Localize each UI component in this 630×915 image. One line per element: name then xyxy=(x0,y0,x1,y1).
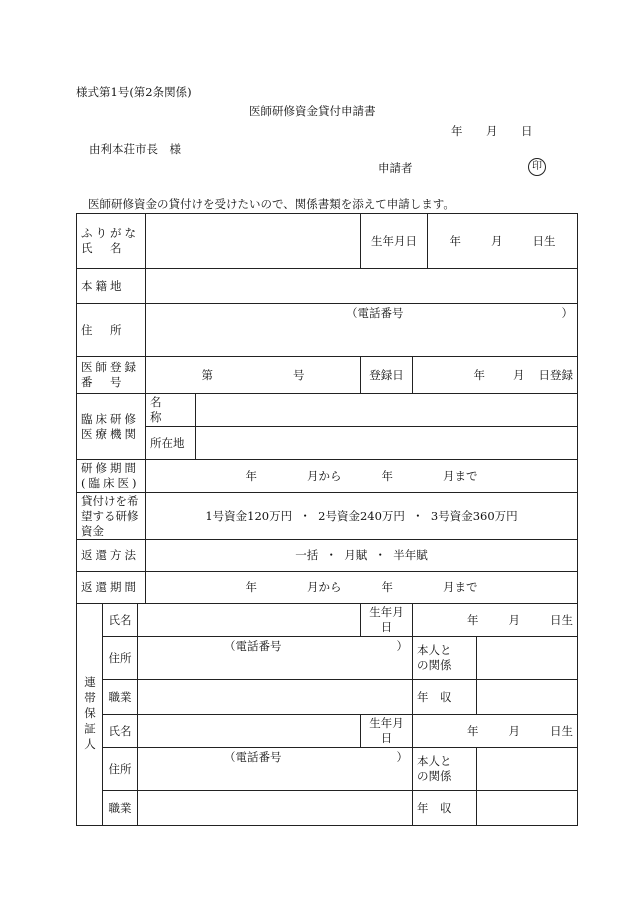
loan-label-1: 貸付けを希 xyxy=(81,493,139,508)
repay-method-label: 返還方法 xyxy=(77,540,146,572)
g1-phone-close: ） xyxy=(396,639,409,653)
g2-income-label: 年 収 xyxy=(413,791,477,826)
g1-birth-label: 生年月日 xyxy=(361,604,413,637)
g2-income-input[interactable] xyxy=(477,791,578,826)
repay-year-to: 年 xyxy=(381,580,394,594)
g2-job-label: 職業 xyxy=(103,791,138,826)
row-period xyxy=(77,460,578,493)
applicant-label: 申請者 xyxy=(378,161,413,175)
g1-month: 月 xyxy=(508,612,521,627)
separator: ・ xyxy=(299,508,311,523)
row-institution-location xyxy=(77,427,578,460)
g2-phone-open: （電話番号 xyxy=(224,750,282,764)
g2-name-label: 氏名 xyxy=(103,715,138,748)
row-repay-method xyxy=(77,540,578,572)
g2-birth-label: 生年月日 xyxy=(361,715,413,748)
loan-label-2: 望する研修 xyxy=(81,508,139,523)
row-guarantor2-name xyxy=(77,715,578,748)
license-number-field[interactable] xyxy=(146,357,361,394)
date-month: 月 xyxy=(486,124,498,138)
separator: ・ xyxy=(325,548,338,562)
phone-close: ） xyxy=(561,306,574,320)
repay-month-from: 月から xyxy=(307,580,342,594)
inst-location-label: 所在地 xyxy=(146,427,196,460)
birth-date-field[interactable] xyxy=(428,214,578,269)
reg-month: 月 xyxy=(513,367,525,382)
g1-income-input[interactable] xyxy=(477,680,578,715)
license-label-1: 医師登録 xyxy=(81,360,139,374)
inst-name-label: 名 称 xyxy=(146,394,196,427)
row-guarantor1-job xyxy=(77,680,578,715)
loan-option-3[interactable]: 3号資金360万円 xyxy=(430,508,518,523)
inst-location-input[interactable] xyxy=(196,427,578,460)
row-guarantor2-address xyxy=(77,748,578,791)
furigana-label: ふりがな xyxy=(81,226,139,240)
g1-address-label: 住所 xyxy=(103,637,138,680)
reg-day-suffix: 日登録 xyxy=(538,367,574,382)
g1-income-label: 年 収 xyxy=(413,680,477,715)
separator: ・ xyxy=(374,548,387,562)
period-label-2: (臨床医) xyxy=(81,476,140,490)
license-dai: 第 xyxy=(201,367,214,382)
repay-option-2[interactable]: 月賦 xyxy=(344,548,368,562)
g2-birth-field[interactable] xyxy=(413,715,578,748)
g1-address-input[interactable] xyxy=(138,637,413,680)
date-year: 年 xyxy=(451,124,463,138)
seal-mark: 印 xyxy=(528,158,546,176)
row-domicile xyxy=(77,269,578,304)
loan-options[interactable] xyxy=(146,493,578,540)
repay-year-from: 年 xyxy=(245,580,258,594)
period-label-1: 研修期間 xyxy=(81,461,139,475)
name-label: 氏 名 xyxy=(81,241,125,255)
license-label-cell xyxy=(77,357,146,394)
g1-name-input[interactable] xyxy=(138,604,361,637)
name-label-cell xyxy=(77,214,146,269)
row-guarantor2-job xyxy=(77,791,578,826)
period-year-from: 年 xyxy=(245,468,258,483)
g2-relation-label-cell xyxy=(413,748,477,791)
g2-day-suffix: 日生 xyxy=(550,723,574,738)
birth-day-suffix: 日生 xyxy=(532,233,556,248)
guarantor-label-cell xyxy=(77,604,103,826)
institution-label-cell xyxy=(77,394,146,460)
separator: ・ xyxy=(412,508,424,523)
guarantor-label: 連帯保証人 xyxy=(83,675,97,754)
address-label: 住 所 xyxy=(77,304,146,357)
institution-label-1: 臨床研修 xyxy=(81,411,139,426)
form-number: 様式第1号(第2条関係) xyxy=(76,85,192,99)
loan-label-3: 資金 xyxy=(81,523,104,538)
address-input[interactable] xyxy=(146,304,578,357)
domicile-label: 本籍地 xyxy=(77,269,146,304)
row-guarantor1-address xyxy=(77,637,578,680)
period-month-from: 月から xyxy=(307,468,342,483)
row-name xyxy=(77,214,578,269)
g1-name-label: 氏名 xyxy=(103,604,138,637)
application-table xyxy=(76,213,578,826)
repay-period-field[interactable] xyxy=(146,572,578,604)
institution-label-2: 医療機関 xyxy=(81,426,139,441)
repay-option-1[interactable]: 一括 xyxy=(295,548,319,562)
g1-relation-label-1: 本人と xyxy=(417,643,452,657)
g2-address-input[interactable] xyxy=(138,748,413,791)
g2-phone-close: ） xyxy=(396,750,409,764)
g1-relation-input[interactable] xyxy=(477,637,578,680)
period-year-to: 年 xyxy=(381,468,394,483)
license-label-2: 番 号 xyxy=(81,375,125,389)
g2-name-input[interactable] xyxy=(138,715,361,748)
g2-relation-label-2: の関係 xyxy=(417,769,452,783)
g1-year: 年 xyxy=(467,612,479,627)
birth-label: 生年月日 xyxy=(361,214,428,269)
g2-relation-input[interactable] xyxy=(477,748,578,791)
loan-option-1[interactable]: 1号資金120万円 xyxy=(205,508,293,523)
intro-text: 医師研修資金の貸付けを受けたいので、関係書類を添えて申請します。 xyxy=(88,197,455,211)
addressee: 由利本荘市長 様 xyxy=(89,142,181,156)
period-field[interactable] xyxy=(146,460,578,493)
reg-date-field[interactable] xyxy=(413,357,578,394)
loan-option-2[interactable]: 2号資金240万円 xyxy=(318,508,405,523)
g2-address-label: 住所 xyxy=(103,748,138,791)
g1-phone-open: （電話番号 xyxy=(224,639,282,653)
repay-period-label: 返還期間 xyxy=(77,572,146,604)
name-input[interactable] xyxy=(146,214,361,269)
row-license xyxy=(77,357,578,394)
g1-job-label: 職業 xyxy=(103,680,138,715)
period-label-cell xyxy=(77,460,146,493)
repay-month-to: 月まで xyxy=(443,580,478,594)
g1-birth-field[interactable] xyxy=(413,604,578,637)
row-institution-name xyxy=(77,394,578,427)
row-address xyxy=(77,304,578,357)
domicile-input[interactable] xyxy=(146,269,578,304)
license-go: 号 xyxy=(293,367,305,382)
inst-name-input[interactable] xyxy=(196,394,578,427)
g1-day-suffix: 日生 xyxy=(550,612,574,627)
phone-open: （電話番号 xyxy=(346,306,404,320)
g2-job-input[interactable] xyxy=(138,791,413,826)
birth-year: 年 xyxy=(449,233,462,248)
g1-job-input[interactable] xyxy=(138,680,413,715)
birth-month: 月 xyxy=(491,233,503,248)
loan-label-cell xyxy=(77,493,146,540)
g2-year: 年 xyxy=(467,723,479,738)
form-title: 医師研修資金貸付申請書 xyxy=(249,104,376,118)
reg-year: 年 xyxy=(473,367,486,382)
repay-option-3[interactable]: 半年賦 xyxy=(393,548,428,562)
g1-relation-label-2: の関係 xyxy=(417,658,452,672)
period-month-to: 月まで xyxy=(443,468,478,483)
row-repay-period xyxy=(77,572,578,604)
row-loan xyxy=(77,493,578,540)
repay-options[interactable] xyxy=(146,540,578,572)
g1-relation-label-cell xyxy=(413,637,477,680)
g2-relation-label-1: 本人と xyxy=(417,754,452,768)
reg-date-label: 登録日 xyxy=(361,357,413,394)
g2-month: 月 xyxy=(508,723,521,738)
row-guarantor1-name xyxy=(77,604,578,637)
date-day: 日 xyxy=(521,124,533,138)
